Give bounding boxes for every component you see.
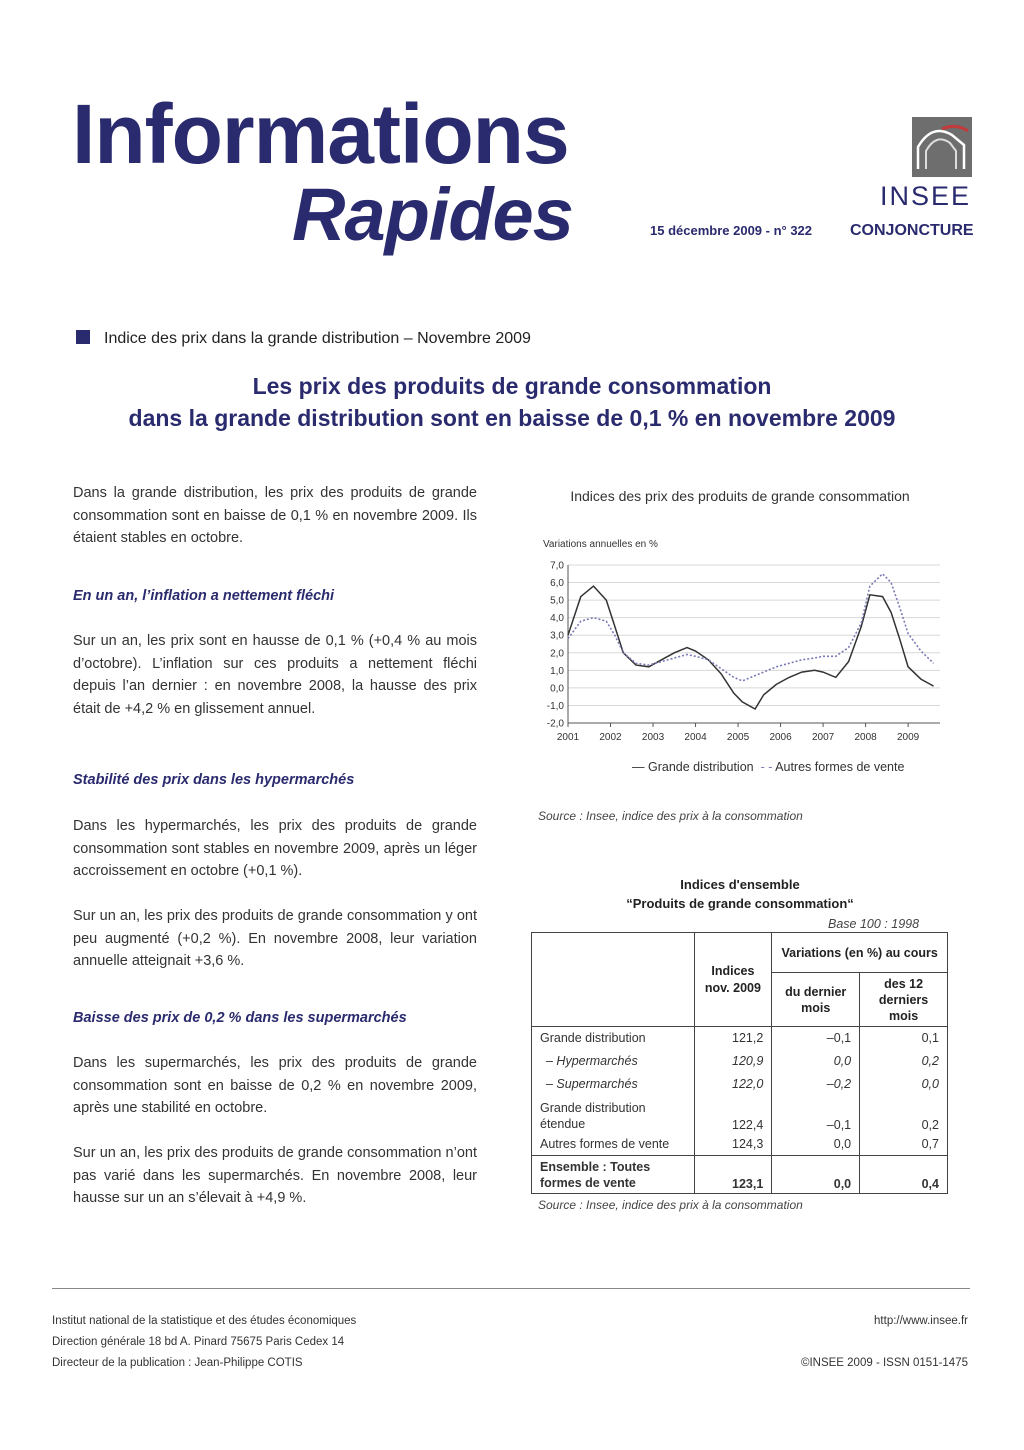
footer-director: Directeur de la publication : Jean-Philippe COTIS (52, 1357, 303, 1369)
row-label: Autres formes de vente (532, 1134, 695, 1156)
subheading-hypermarkets: Stabilité des prix dans les hypermarchés (73, 772, 355, 788)
x-tick-label: 2008 (854, 732, 877, 743)
table-row (532, 1134, 948, 1156)
row-last-month: 0,0 (772, 1134, 860, 1156)
row-index: 122,0 (694, 1073, 772, 1096)
x-tick-label: 2005 (726, 732, 750, 743)
row-label: – Supermarchés (532, 1073, 695, 1096)
legend-swatch-dotted: - - (760, 760, 773, 774)
table-row (532, 1050, 948, 1073)
headline-line-2: dans la grande distribution sont en baisse de 0,1 % en novembre 2009 (128, 405, 896, 431)
row-last-month: –0,2 (772, 1073, 860, 1096)
row-label: – Hypermarchés (532, 1050, 695, 1073)
x-tick-label: 2006 (769, 732, 792, 743)
row-index: 122,4 (694, 1096, 772, 1134)
footer-address: Direction générale 18 bd A. Pinard 75675 Paris Cedex 14 (52, 1336, 345, 1348)
table-header-variations: Variations (en %) au cours (772, 933, 948, 973)
x-tick-label: 2009 (896, 732, 920, 743)
y-tick-label: 4,0 (550, 613, 564, 625)
masthead-subtitle: Rapides (292, 173, 573, 256)
y-tick-label: 6,0 (550, 578, 564, 590)
kicker-bullet (76, 330, 90, 344)
y-tick-label: 3,0 (550, 630, 564, 642)
x-tick-label: 2002 (599, 732, 622, 743)
headline (60, 370, 964, 434)
row-last-month: –0,1 (772, 1027, 860, 1050)
y-tick-label: -1,0 (546, 700, 564, 712)
series-line-2 (568, 574, 934, 681)
y-tick-label: 5,0 (550, 595, 564, 607)
table-row (532, 1073, 948, 1096)
table-header-indices: Indices nov. 2009 (694, 933, 772, 1027)
chart-source: Source : Insee, indice des prix à la consommation (538, 809, 803, 823)
paragraph-inflation: Sur un an, les prix sont en hausse de 0,1 % (+0,4 % au mois d’octobre). L’inflation sur ces produits a nettement fléchi depuis l’an dernier : en novembre 2008, la hausse des prix était de +4,2 % en glissement annuel. (73, 633, 477, 717)
intro-paragraph: Dans la grande distribution, les prix des produits de grande consommation sont en baisse de 0,1 % en novembre 2009. Ils étaient stables en octobre. (73, 485, 477, 546)
row-last-month: –0,1 (772, 1096, 860, 1134)
paragraph-hypermarkets-2: Sur un an, les prix des produits de grande consommation y ont peu augmenté (+0,2 %). En novembre 2008, leur variation annuelle atteignait +3,6 %. (73, 908, 477, 969)
row-12-months: 0,0 (860, 1073, 948, 1096)
kicker: Indice des prix dans la grande distribution – Novembre 2009 (104, 330, 531, 347)
row-last-month: 0,0 (772, 1156, 860, 1194)
row-label: Grande distribution étendue (532, 1096, 695, 1134)
table-row (532, 1027, 948, 1050)
table-title (560, 875, 920, 913)
insee-logo (912, 117, 972, 177)
line-chart (530, 555, 950, 750)
chart-title: Indices des prix des produits de grande consommation (570, 488, 910, 504)
y-tick-label: 2,0 (550, 648, 564, 660)
table-row (532, 1096, 948, 1134)
table-source: Source : Insee, indice des prix à la consommation (538, 1198, 803, 1212)
insee-logo-icon (912, 117, 972, 177)
footer-url[interactable]: http://www.insee.fr (874, 1315, 968, 1327)
legend-series-1: Grande distribution (647, 760, 754, 774)
legend-series-2: Autres formes de vente (775, 760, 905, 774)
table-title-line-1: Indices d'ensemble (680, 877, 800, 892)
paragraph-hypermarkets-1: Dans les hypermarchés, les prix des produits de grande consommation sont stables en novembre 2009, après un léger accroissement en octobre (+0,1 %). (73, 818, 477, 879)
y-tick-label: 1,0 (550, 665, 564, 677)
x-tick-label: 2007 (811, 732, 835, 743)
index-table (531, 932, 948, 1194)
table-base: Base 100 : 1998 (828, 917, 920, 931)
x-tick-label: 2004 (684, 732, 707, 743)
row-index: 121,2 (694, 1027, 772, 1050)
row-12-months: 0,2 (860, 1096, 948, 1134)
x-tick-label: 2001 (556, 732, 580, 743)
paragraph-supermarkets-1: Dans les supermarchés, les prix des produits de grande consommation sont en baisse de 0,2 % en novembre 2009, après une stabilité en octobre. (73, 1055, 477, 1116)
masthead-title: Informations (72, 87, 569, 181)
issue-date: 15 décembre 2009 - n° 322 (650, 223, 813, 238)
table-title-line-2: “Produits de grande consommation“ (626, 896, 854, 911)
row-label: Ensemble : Toutes formes de vente (532, 1156, 695, 1194)
row-12-months: 0,7 (860, 1134, 948, 1156)
row-12-months: 0,2 (860, 1050, 948, 1073)
x-tick-label: 2003 (641, 732, 665, 743)
insee-wordmark: INSEE (880, 181, 972, 211)
row-index: 123,1 (694, 1156, 772, 1194)
table-header-blank (532, 933, 695, 1027)
row-12-months: 0,1 (860, 1027, 948, 1050)
footer-institute: Institut national de la statistique et des études économiques (52, 1315, 357, 1327)
footer-divider (52, 1288, 970, 1289)
paragraph-supermarkets-2: Sur un an, les prix des produits de grande consommation n’ont pas varié dans les supermarchés. En novembre 2008, leur hausse sur un an s’élevait à +4,9 %. (73, 1145, 477, 1206)
series-line-1 (568, 586, 934, 709)
headline-line-1: Les prix des produits de grande consommation (252, 373, 772, 399)
chart-ylabel: Variations annuelles en % (543, 539, 658, 550)
subheading-supermarkets: Baisse des prix de 0,2 % dans les supermarchés (73, 1010, 407, 1026)
section-label: CONJONCTURE (850, 222, 974, 239)
row-last-month: 0,0 (772, 1050, 860, 1073)
table-header-12-months: des 12 derniers mois (860, 973, 948, 1027)
subheading-inflation: En un an, l’inflation a nettement fléchi (73, 588, 335, 604)
footer-copyright: ©INSEE 2009 - ISSN 0151-1475 (800, 1357, 968, 1369)
legend-swatch-solid: — (632, 760, 645, 774)
row-index: 120,9 (694, 1050, 772, 1073)
row-index: 124,3 (694, 1134, 772, 1156)
table-header-last-month: du dernier mois (772, 973, 860, 1027)
table-row-total (532, 1156, 948, 1194)
row-12-months: 0,4 (860, 1156, 948, 1194)
row-label: Grande distribution (532, 1027, 695, 1050)
chart-legend (632, 760, 904, 774)
y-tick-label: 0,0 (550, 683, 564, 695)
y-tick-label: -2,0 (546, 718, 564, 730)
y-tick-label: 7,0 (550, 560, 564, 572)
